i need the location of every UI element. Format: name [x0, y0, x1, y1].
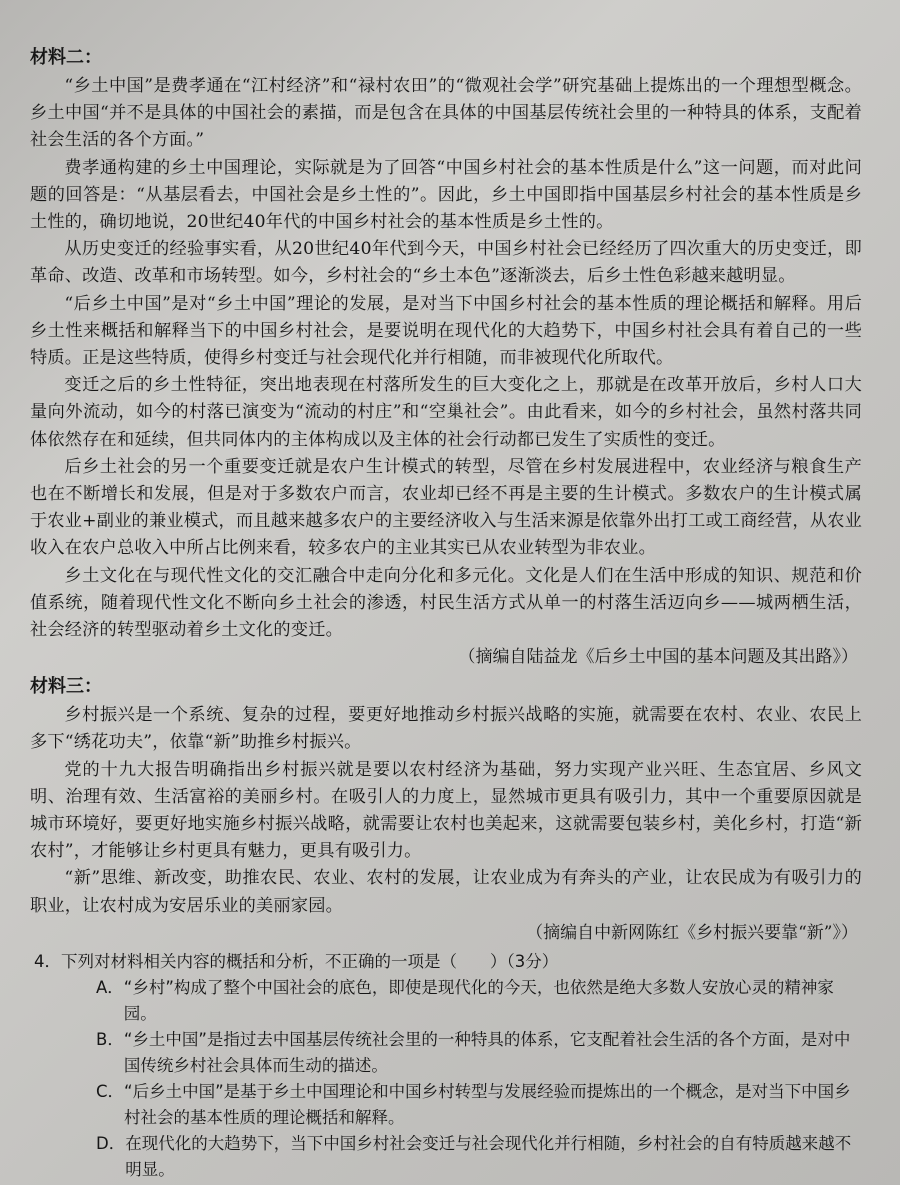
material2-paragraph: 费孝通构建的乡土中国理论，实际就是为了回答“中国乡村社会的基本性质是什么”这一问题，而对此问题的回答是：“从基层看去，中国社会是乡土性的”。因此，乡土中国即指中国基层乡村社会的基本性质是乡土性的，确切地说，20世纪40年代的中国乡村社会的基本性质是乡土性的。	[30, 157, 862, 233]
option-letter: B．	[96, 1029, 124, 1049]
option-letter: A．	[96, 977, 124, 997]
material2-paragraph: 乡土文化在与现代性文化的交汇融合中走向分化和多元化。文化是人们在生活中形成的知识、规范和价值系统，随着现代性文化不断向乡土社会的渗透，村民生活方式从单一的村落生活迈向乡——城两栖生活，社会经济的转型驱动着乡土文化的变迁。	[30, 565, 862, 641]
option-text: “后乡土中国”是基于乡土中国理论和中国乡村转型与发展经验而提炼出的一个概念，是对当下中国乡村社会的基本性质的理论概括和解释。	[124, 1081, 851, 1127]
option-text: 在现代化的大趋势下，当下中国乡村社会变迁与社会现代化并行相随，乡村社会的自有特质越来越不明显。	[125, 1133, 852, 1179]
option-a[interactable]	[96, 975, 862, 1027]
material2-paragraph: 从历史变迁的经验事实看，从20世纪40年代到今天，中国乡村社会已经经历了四次重大的历史变迁，即革命、改造、改革和市场转型。如今，乡村社会的“乡土本色”逐渐淡去，后乡土性色彩越来越明显。	[30, 239, 862, 287]
question-stem: 4．下列对材料相关内容的概括和分析，不正确的一项是（ ）（3分）	[34, 951, 559, 971]
material2-paragraph: “后乡土中国”是对“乡土中国”理论的发展，是对当下中国乡村社会的基本性质的理论概括和解释。用后乡土性来概括和解释当下的中国乡村社会，是要说明在现代化的大趋势下，中国乡村社会具有着自己的一些特质。正是这些特质，使得乡村变迁与社会现代化并行相随，而非被现代化所取代。	[30, 293, 862, 369]
material2-paragraph: “乡土中国”是费孝通在“江村经济”和“禄村农田”的“微观社会学”研究基础上提炼出的一个理想型概念。乡土中国“并不是具体的中国社会的素描，而是包含在具体的中国基层传统社会里的一种特具的体系，支配着社会生活的各个方面。”	[30, 76, 862, 151]
material3-paragraph: 乡村振兴是一个系统、复杂的过程，要更好地推动乡村振兴战略的实施，就需要在农村、农业、农民上多下“绣花功夫”，依靠“新”助推乡村振兴。	[30, 705, 862, 753]
material2-source: （摘编自陆益龙《后乡土中国的基本问题及其出路》）	[458, 647, 858, 668]
option-b[interactable]	[96, 1027, 862, 1079]
material2-paragraph: 变迁之后的乡土性特征，突出地表现在村落所发生的巨大变化之上，那就是在改革开放后，乡村人口大量向外流动，如今的村落已演变为“流动的村庄”和“空巢社会”。由此看来，如今的乡村社会，虽然村落共同体依然存在和延续，但共同体内的主体构成以及主体的社会行动都已发生了实质性的变迁。	[30, 375, 862, 450]
option-text: “乡土中国”是指过去中国基层传统社会里的一种特具的体系，它支配着社会生活的各个方面，是对中国传统乡村社会具体而生动的描述。	[123, 1029, 851, 1075]
option-letter: C．	[96, 1081, 125, 1101]
question-4	[30, 949, 862, 1183]
option-c[interactable]	[96, 1079, 862, 1131]
option-letter: D．	[96, 1133, 126, 1153]
material3-paragraph: “新”思维、新改变，助推农民、农业、农村的发展，让农业成为有奔头的产业，让农民成为有吸引力的职业，让农村成为安居乐业的美丽家园。	[30, 868, 862, 916]
material2-paragraph: 后乡土社会的另一个重要变迁就是农户生计模式的转型，尽管在乡村发展进程中，农业经济与粮食生产也在不断增长和发展，但是对于多数农户而言，农业却已经不再是主要的生计模式。多数农户的生计模式属于农业+副业的兼业模式，而且越来越多农户的主要经济收入与生活来源是依靠外出打工或工商经营，从农业收入在农户总收入中所占比例来看，较多农户的主业其实已从农业转型为非农业。	[30, 456, 862, 559]
option-text: “乡村”构成了整个中国社会的底色，即使是现代化的今天，也依然是绝大多数人安放心灵的精神家园。	[123, 977, 834, 1023]
option-d[interactable]	[96, 1131, 862, 1183]
material3-source: （摘编自中新网陈红《乡村振兴要靠“新”》）	[526, 922, 858, 943]
material3-paragraph: 党的十九大报告明确指出乡村振兴就是要以农村经济为基础，努力实现产业兴旺、生态宜居、乡风文明、治理有效、生活富裕的美丽乡村。在吸引人的力度上，显然城市更具有吸引力，其中一个重要原因就是城市环境好，要更好地实施乡村振兴战略，就需要让农村也美起来，这就需要包装乡村，美化乡村，打造“新农村”，才能够让乡村更具有魅力，更具有吸引力。	[30, 759, 862, 862]
material2-heading: 材料二：	[30, 47, 102, 68]
material3-heading: 材料三：	[30, 676, 102, 698]
